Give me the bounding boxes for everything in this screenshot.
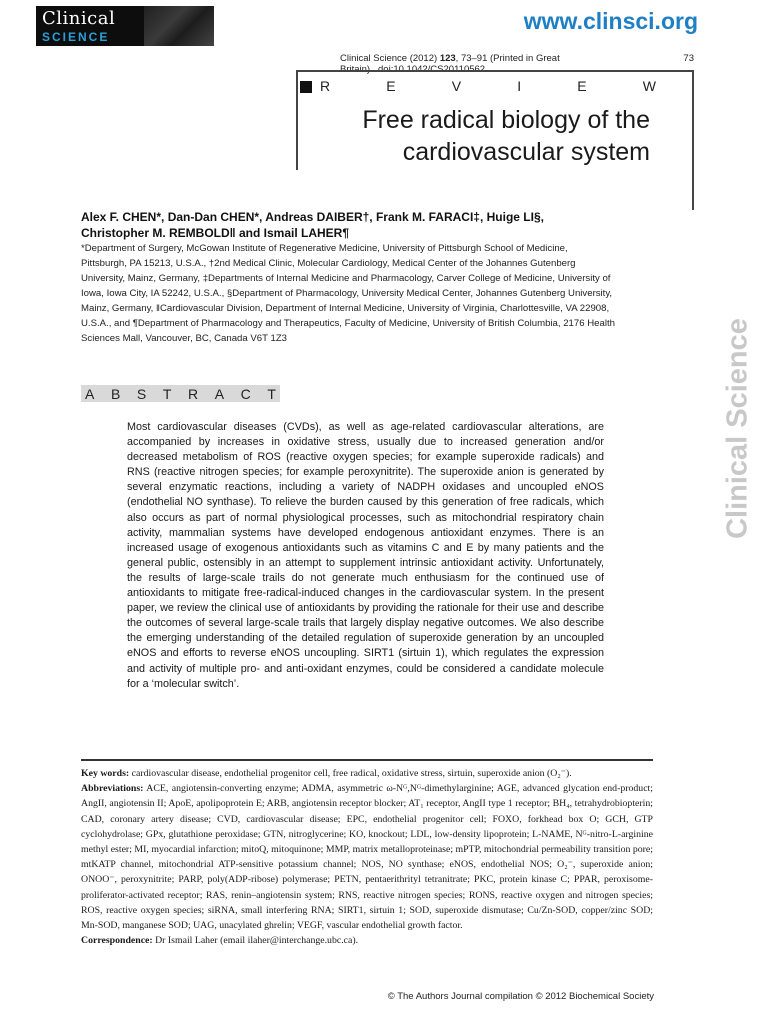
copyright-notice: © The Authors Journal compilation © 2012 Biochemical Society (387, 991, 654, 1002)
logo-wordmark (36, 6, 144, 46)
logo-clinical-text: Clinical (42, 8, 116, 29)
citation-journal: Clinical Science (2012) (340, 53, 438, 64)
keywords-label: Key words: (81, 768, 130, 779)
title-line-1: Free radical biology of the (362, 106, 650, 134)
abstract-heading (81, 385, 280, 402)
page-number: 73 (683, 53, 694, 64)
abstract-letter: R (187, 385, 199, 402)
keywords-block (81, 766, 653, 781)
title-line-2: cardiovascular system (402, 138, 650, 166)
authors-line-1: Alex F. CHEN*, Dan-Dan CHEN*, Andreas DAIBER†, Frank M. FARACI‡, Huige LI§, (81, 210, 544, 224)
abstract-letter: T (267, 385, 276, 402)
abbreviations-label: Abbreviations: (81, 783, 144, 795)
logo-science-text: SCIENCE (42, 30, 110, 44)
abstract-letter: S (136, 385, 147, 402)
logo-artwork (144, 6, 214, 46)
correspondence-label: Correspondence: (81, 935, 153, 947)
footnotes (81, 766, 653, 948)
review-letter: E (577, 78, 587, 94)
review-left-rule (296, 70, 298, 170)
review-marker-square (300, 81, 312, 93)
journal-logo (36, 6, 214, 46)
correspondence-block (81, 933, 653, 948)
abstract-letter: C (240, 385, 251, 402)
sidebar-journal-brand (708, 300, 768, 560)
sidebar-brand-text: Clinical Science (721, 318, 754, 539)
review-top-rule (296, 70, 692, 72)
article-title (300, 104, 650, 168)
correspondence-text[interactable]: Dr Ismail Laher (email ilaher@interchange.ubc.ca). (155, 935, 359, 947)
abstract-letter: B (110, 385, 121, 402)
abstract-text: Most cardiovascular diseases (CVDs), as well as age-related cardiovascular alterations, are accompanied by increases in oxidative stress, usually due to increased generation and/or decreased metabolism of ROS (reactive oxygen species; for example superoxide radicals) and RNS (reactive nitrogen species; for example peroxynitrite). The superoxide anion is generated by several enzymatic reactions, including a variety of NADPH oxidases and uncoupled eNOS (endothelial NO synthase). To relieve the burden caused by this generation of free radicals, which also occurs as part of normal physiological processes, such as mitochondrial respiratory chain activity, mammalian systems have developed endogenous antioxidant enzymes. There is an increased usage of exogenous antioxidants such as vitamins C and E by many patients and the general public, ostensibly in an attempt to supplement intrinsic antioxidant activity. Unfortunately, the results of large-scale trails do not generate much enthusiasm for the continued use of antioxidants to mitigate free-radical-induced changes in the cardiovascular system. In the present paper, we review the clinical use of antioxidants by providing the rationale for their use and describe the outcomes of several large-scale trails that largely display negative outcomes. We also describe the emerging understanding of the detailed regulation of superoxide generation by an uncoupled eNOS and efforts to reverse eNOS uncoupling. SIRT1 (sirtuin 1), which regulates the expression and activity of multiple pro- and anti-oxidant enzymes, could be considered a candidate molecule for a ‘molecular switch’. (127, 421, 604, 690)
author-affiliations: *Department of Surgery, McGowan Institute of Regenerative Medicine, University of Pittsburgh School of Medicine, Pittsburgh, PA 15213, U.S.A., †2nd Medical Clinic, Molecular Cardiology, Medical Center of the Johannes Gutenberg University, Mainz, Germany, ‡Departments of Internal Medicine and Pharmacology, Carver College of Medicine, University of Iowa, Iowa City, IA 52242, U.S.A., §Department of Pharmacology, University Medical Center, Johannes Gutenberg University, Mainz, Germany, ‖Cardiovascular Division, Department of Internal Medicine, University of Virginia, Charlottesville, VA 22908, U.S.A., and ¶Department of Pharmacology and Therapeutics, Faculty of Medicine, University of British Columbia, 2176 Health Sciences Mall, Vancouver, BC, Canada V6T 1Z3 (81, 243, 615, 344)
review-letter: W (642, 78, 656, 94)
keywords-text: cardiovascular disease, endothelial progenitor cell, free radical, oxidative stress, sirtuin, superoxide anion (O₂⁻). (131, 768, 572, 779)
abbreviations-text: ACE, angiotensin-converting enzyme; ADMA, asymmetric ω-Nᴳ,Nᴳ-dimethylarginine; AGE, advanced glycation end-product; AngII, angiotensin II; ApoE, apolipoprotein E; ARB, angiotensin receptor blocker; AT₁ receptor, AngII type 1 receptor; BH₄, tetrahydrobiopterin; CAD, coronary artery disease; CVD, cardiovascular disease; EPC, endothelial progenitor cell; FOXO, forkhead box O; GCH, GTP cyclohydrolase; GPx, glutathione peroxidase; GTN, nitroglycerine; KO, knockout; LDL, low-density lipoprotein; L-NAME, Nᴳ-nitro-L-arginine methyl ester; MI, myocardial infarction; mitoQ, mitoquinone; MMP, matrix metalloproteinase; mPTP, mitochondrial permeability transition pore; mtKATP channel, mitochondrial ATP-sensitive potassium channel; NOS, NO synthase; eNOS, endothelial NOS; O₂⁻, superoxide anion; ONOO⁻, peroxynitrite; PARP, poly(ADP-ribose) polymerase; PETN, pentaerithrityl tetranitrate; PKC, protein kinase C; PPAR, peroxisome- proliferator-activated receptor; RAS, renin–angiotensin system; RNS, reactive nitrogen species; RONS, reactive oxygen and nitrogen species; ROS, reactive oxygen species; siRNA, small interfering RNA; SIRT1, sirtuin 1; SOD, superoxide dismutase; Cu/Zn-SOD, copper/zinc SOD; Mn-SOD, manganese SOD; UAG, unacylated ghrelin; VEGF, vascular endothelial growth factor. (81, 783, 653, 932)
review-right-rule (692, 70, 694, 210)
citation-line (340, 53, 700, 75)
citation-pages: , 73–91 (Printed in Great (455, 53, 560, 64)
article-type-label (320, 78, 656, 94)
author-list (81, 209, 621, 241)
authors-line-2: Christopher M. REMBOLD‖ and Ismail LAHER¶ (81, 226, 349, 240)
review-letter: E (386, 78, 396, 94)
abstract-letter: A (85, 385, 95, 402)
abstract-letter: A (214, 385, 225, 402)
citation-volume: 123 (439, 53, 456, 64)
review-letter: R (320, 78, 331, 94)
abbreviations-block (81, 781, 653, 933)
review-letter: V (451, 78, 462, 94)
footnote-divider (81, 759, 653, 761)
journal-url-link[interactable]: www.clinsci.org (523, 8, 698, 34)
abstract-letter: T (162, 385, 172, 402)
review-letter: I (517, 78, 522, 94)
